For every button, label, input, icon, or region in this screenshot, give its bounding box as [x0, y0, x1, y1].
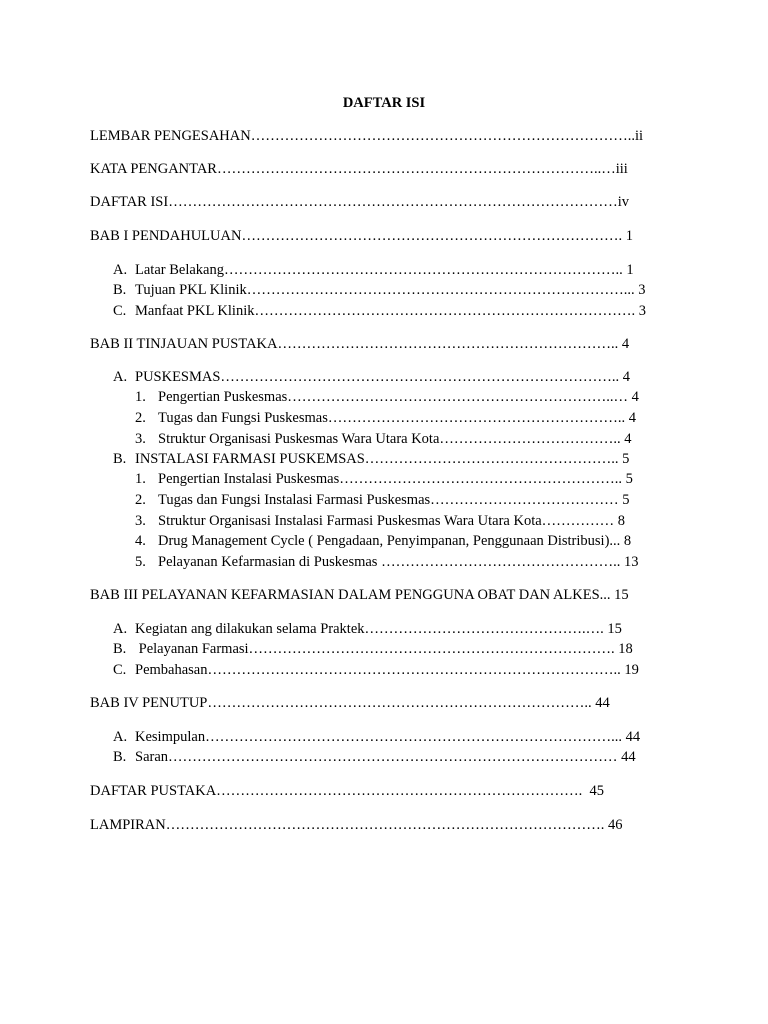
toc-entry-daftar-isi: DAFTAR ISI…………………………………………………………………………………iv — [90, 194, 629, 210]
toc-marker: B. — [113, 451, 127, 467]
toc-subsubentry: Pengertian Instalasi Puskesmas………………………………………………….. 5 — [158, 471, 633, 487]
toc-marker: 3. — [135, 431, 146, 447]
toc-marker: 2. — [135, 410, 146, 426]
toc-subentry: Saran………………………………………………………………………………… 44 — [135, 749, 636, 765]
toc-subsubentry: Tugas dan Fungsi Puskesmas…………………………………………………….. 4 — [158, 410, 636, 426]
toc-subsubentry: Pengertian Puskesmas…………………………………………………………..… 4 — [158, 389, 639, 405]
page-title: DAFTAR ISI — [342, 95, 426, 111]
toc-marker: B. — [113, 641, 127, 657]
toc-marker: 1. — [135, 471, 146, 487]
toc-marker: 5. — [135, 554, 146, 570]
toc-entry-bab-1: BAB I PENDAHULUAN……………………………………………………………………. 1 — [90, 228, 633, 244]
toc-marker: A. — [113, 621, 128, 637]
toc-marker: A. — [113, 262, 128, 278]
toc-subentry: Pembahasan………………………………………………………………………….. 19 — [135, 662, 639, 678]
toc-marker: C. — [113, 303, 127, 319]
toc-marker: 2. — [135, 492, 146, 508]
toc-subsubentry: Tugas dan Fungsi Instalasi Farmasi Puskesmas………………………………… 5 — [158, 492, 630, 508]
toc-subsubentry: Drug Management Cycle ( Pengadaan, Penyimpanan, Penggunaan Distribusi)... 8 — [158, 533, 632, 549]
toc-subentry: Kegiatan ang dilakukan selama Praktek……………………………………….…. 15 — [135, 621, 622, 637]
toc-marker: A. — [113, 729, 128, 745]
toc-subentry: Kesimpulan…………………………………………………………………………... 44 — [135, 729, 641, 745]
toc-subentry-instalasi-farmasi: INSTALASI FARMASI PUSKEMSAS…………………………………………….. 5 — [135, 451, 630, 467]
toc-marker: 4. — [135, 533, 146, 549]
toc-subentry-tujuan-pkl: Tujuan PKL Klinik……………………………………………………………………... 3 — [135, 282, 646, 298]
toc-subsubentry: Struktur Organisasi Puskesmas Wara Utara Kota……………………………….. 4 — [158, 431, 632, 447]
toc-subentry-latar-belakang: Latar Belakang……………………………………………………………………….. 1 — [135, 262, 634, 278]
toc-entry-bab-4: BAB IV PENUTUP…………………………………………………………………….. 44 — [90, 695, 610, 711]
toc-marker: B. — [113, 282, 127, 298]
toc-subentry: Pelayanan Farmasi…………………………………………………………………. 18 — [135, 641, 633, 657]
toc-entry-bab-2: BAB II TINJAUAN PUSTAKA…………………………………………………………….. 4 — [90, 336, 630, 352]
toc-marker: C. — [113, 662, 127, 678]
toc-marker: 3. — [135, 513, 146, 529]
toc-marker: 1. — [135, 389, 146, 405]
toc-subsubentry: Pelayanan Kefarmasian di Puskesmas ………………………………………….. 13 — [158, 554, 639, 570]
toc-marker: B. — [113, 749, 127, 765]
toc-entry-bab-3: BAB III PELAYANAN KEFARMASIAN DALAM PENGGUNA OBAT DAN ALKES... 15 — [90, 587, 629, 603]
toc-entry-daftar-pustaka: DAFTAR PUSTAKA…………………………………………………………………. 45 — [90, 783, 605, 799]
toc-entry-kata-pengantar: KATA PENGANTAR……………………………………………………………………..…iii — [90, 161, 628, 177]
toc-subentry-manfaat-pkl: Manfaat PKL Klinik……………………………………………………………………. 3 — [135, 303, 646, 319]
toc-subentry-puskesmas: PUSKESMAS……………………………………………………………………….. 4 — [135, 369, 631, 385]
toc-marker: A. — [113, 369, 128, 385]
toc-subsubentry: Struktur Organisasi Instalasi Farmasi Puskesmas Wara Utara Kota…………… 8 — [158, 513, 626, 529]
toc-entry-lampiran: LAMPIRAN………………………………………………………………………………. 46 — [90, 817, 623, 833]
toc-entry-lembar-pengesahan: LEMBAR PENGESAHAN……………………………………………………………………..ii — [90, 128, 644, 144]
